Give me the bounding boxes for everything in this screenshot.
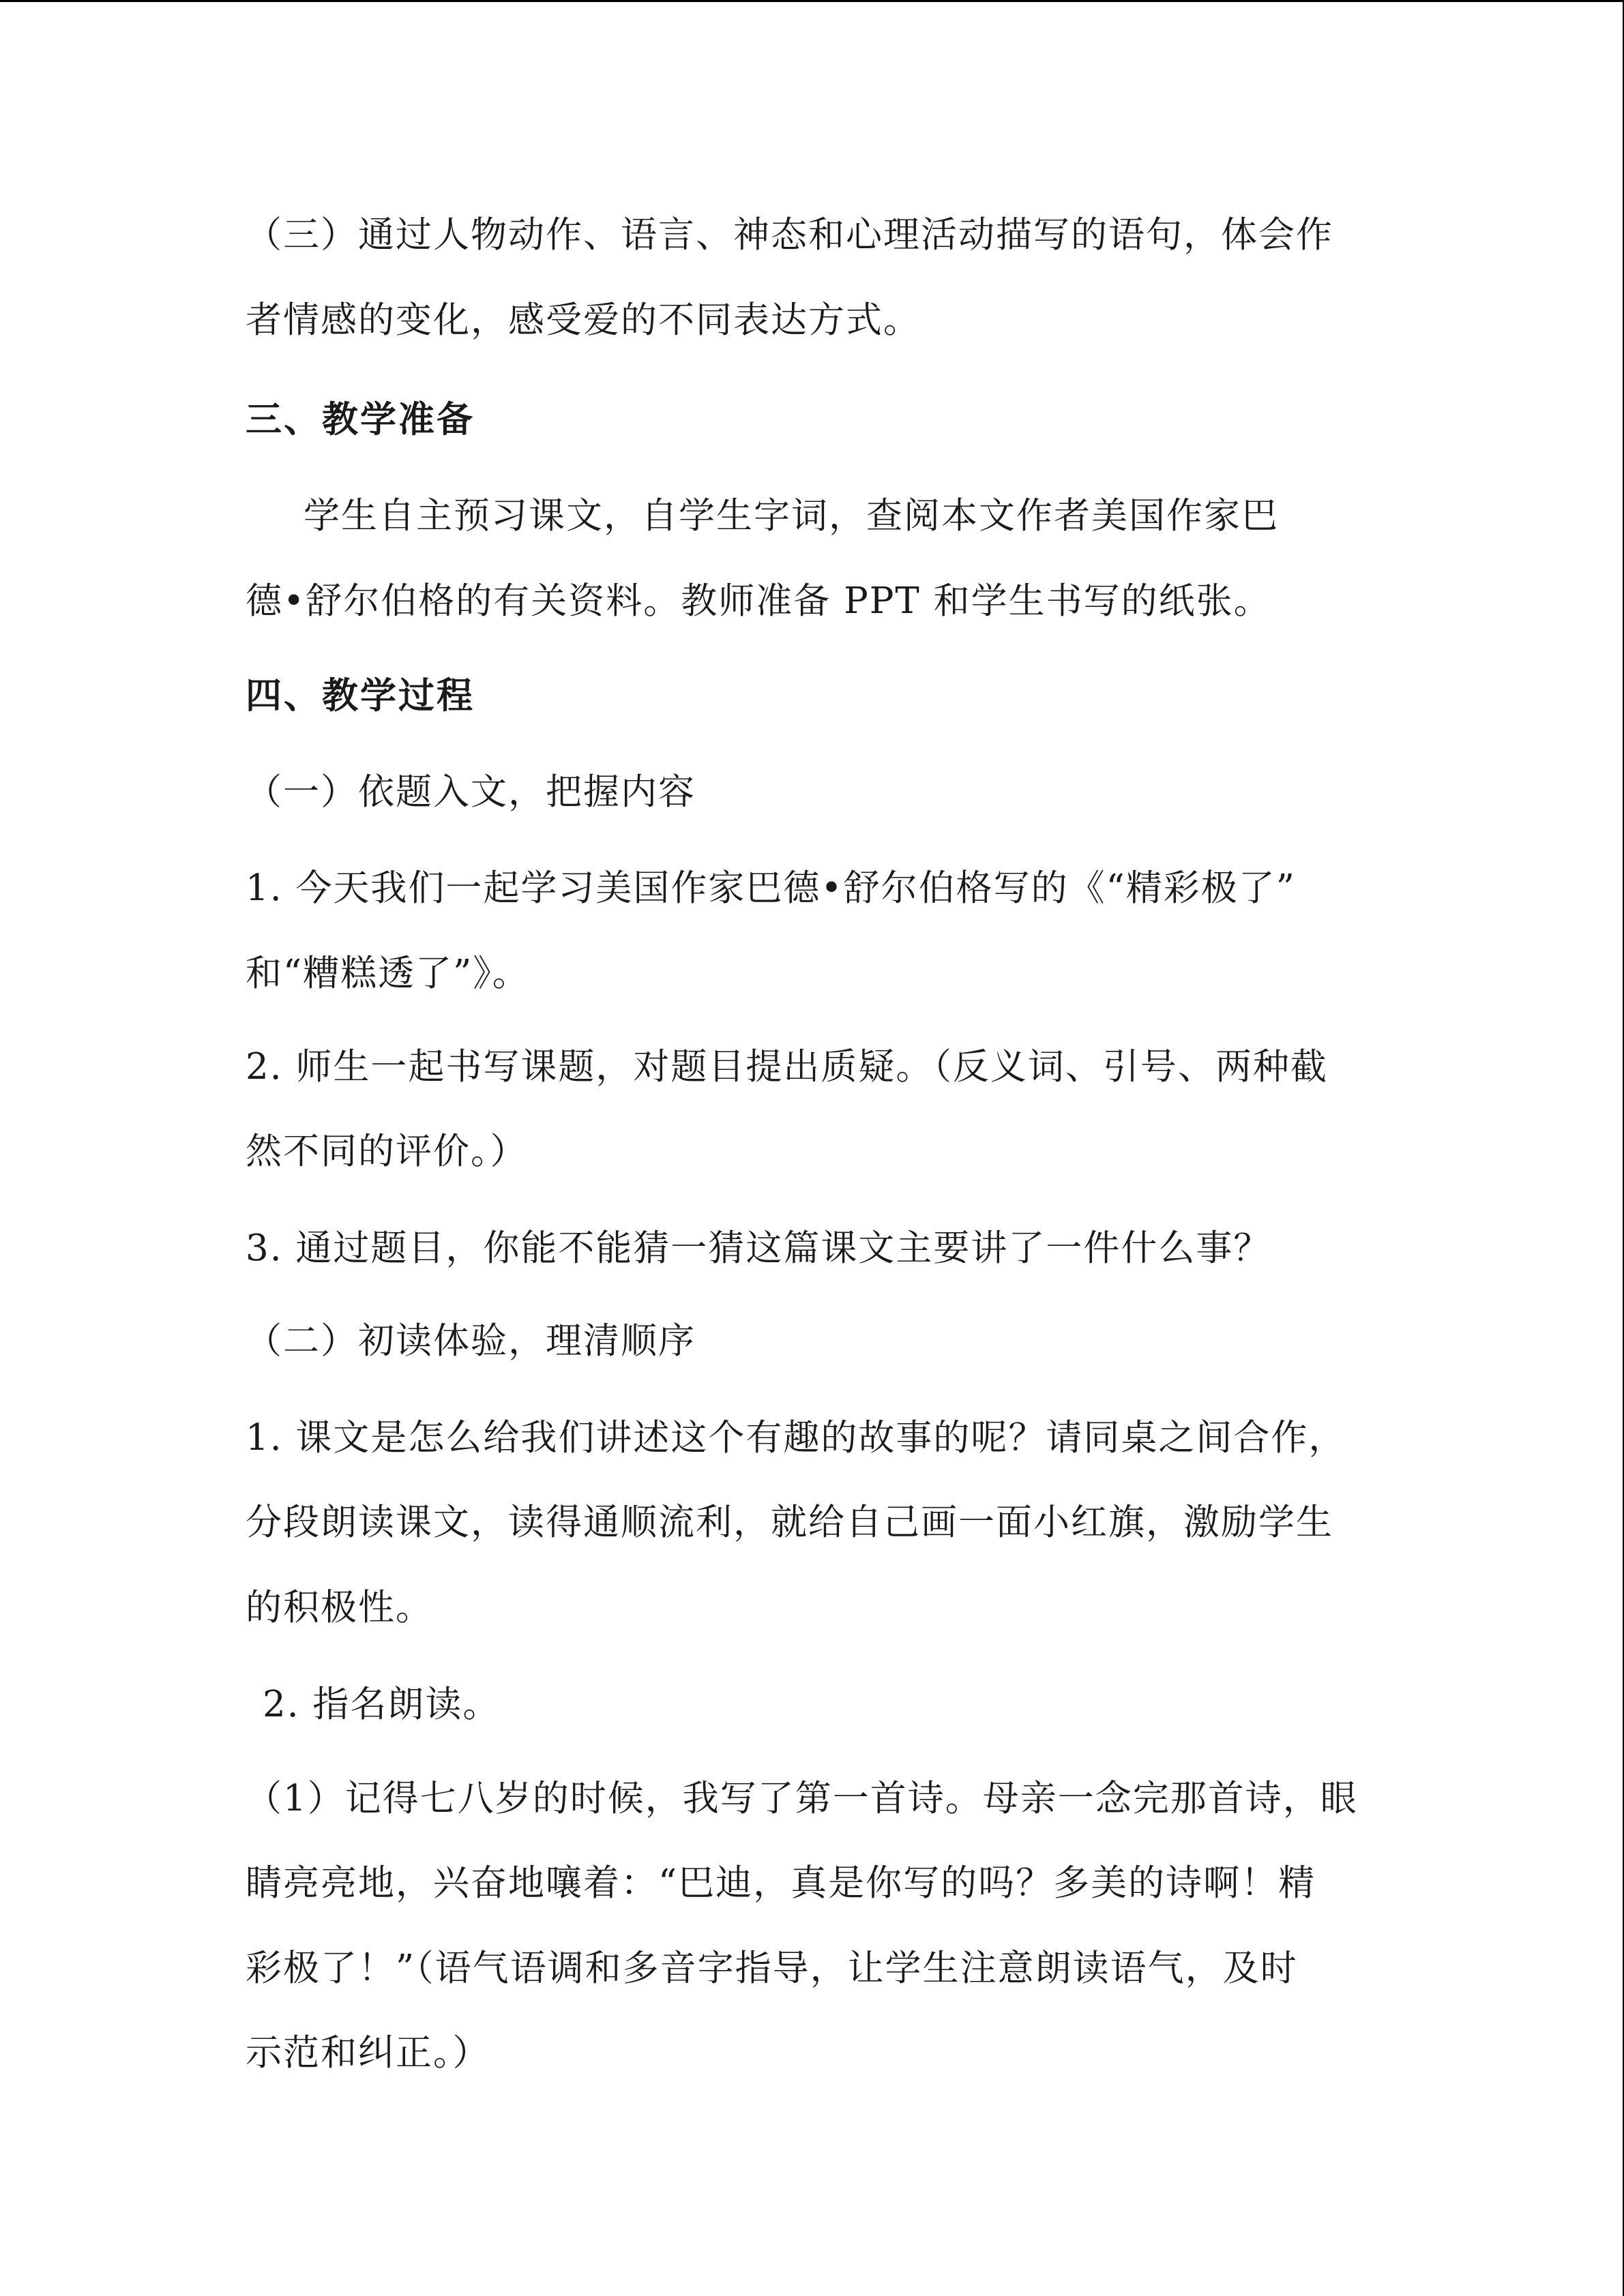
item-2-line-2: 然不同的评价。） — [246, 1131, 528, 1172]
item-4-line-2: 分段朗读课文，读得通顺流利，就给自己画一面小红旗，激励学生 — [246, 1502, 1333, 1543]
quote-1-line-4: 示范和纠正。） — [246, 2032, 490, 2074]
subheading-step-2: （二）初读体验，理清顺序 — [246, 1320, 696, 1362]
item-2-line-1: 2. 师生一起书写课题，对题目提出质疑。（反义词、引号、两种截 — [246, 1046, 1328, 1088]
section-heading-process: 四、教学过程 — [246, 674, 475, 717]
item-4-line-3: 的积极性。 — [246, 1587, 433, 1628]
section-heading-preparation: 三、教学准备 — [246, 398, 475, 441]
paragraph-objective-3-line-2: 者情感的变化，感受爱的不同表达方式。 — [246, 299, 921, 341]
page-top-border — [0, 0, 1624, 2]
paragraph-preparation-line-2: 德•舒尔伯格的有关资料。教师准备 PPT 和学生书写的纸张。 — [246, 580, 1271, 622]
paragraph-preparation-line-1: 学生自主预习课文，自学生字词，查阅本文作者美国作家巴 — [304, 495, 1279, 537]
item-1-line-1: 1. 今天我们一起学习美国作家巴德•舒尔伯格写的《“精彩极了” — [246, 867, 1296, 909]
item-5-line-1: 2. 指名朗读。 — [263, 1684, 501, 1725]
item-3-line-1: 3. 通过题目，你能不能猜一猜这篇课文主要讲了一件什么事？ — [246, 1227, 1271, 1269]
quote-1-line-3: 彩极了！”（语气语调和多音字指导，让学生注意朗读语气，及时 — [246, 1948, 1298, 1989]
quote-1-line-1: （1）记得七八岁的时候，我写了第一首诗。母亲一念完那首诗，眼 — [246, 1778, 1358, 1819]
subheading-step-1: （一）依题入文，把握内容 — [246, 771, 696, 813]
paragraph-objective-3-line-1: （三）通过人物动作、语言、神态和心理活动描写的语句，体会作 — [246, 214, 1333, 256]
item-4-line-1: 1. 课文是怎么给我们讲述这个有趣的故事的呢？请同桌之间合作， — [246, 1417, 1346, 1459]
item-1-line-2: 和“糟糕透了”》。 — [246, 953, 530, 994]
quote-1-line-2: 睛亮亮地，兴奋地嚷着：“巴迪，真是你写的吗？多美的诗啊！精 — [246, 1862, 1316, 1904]
